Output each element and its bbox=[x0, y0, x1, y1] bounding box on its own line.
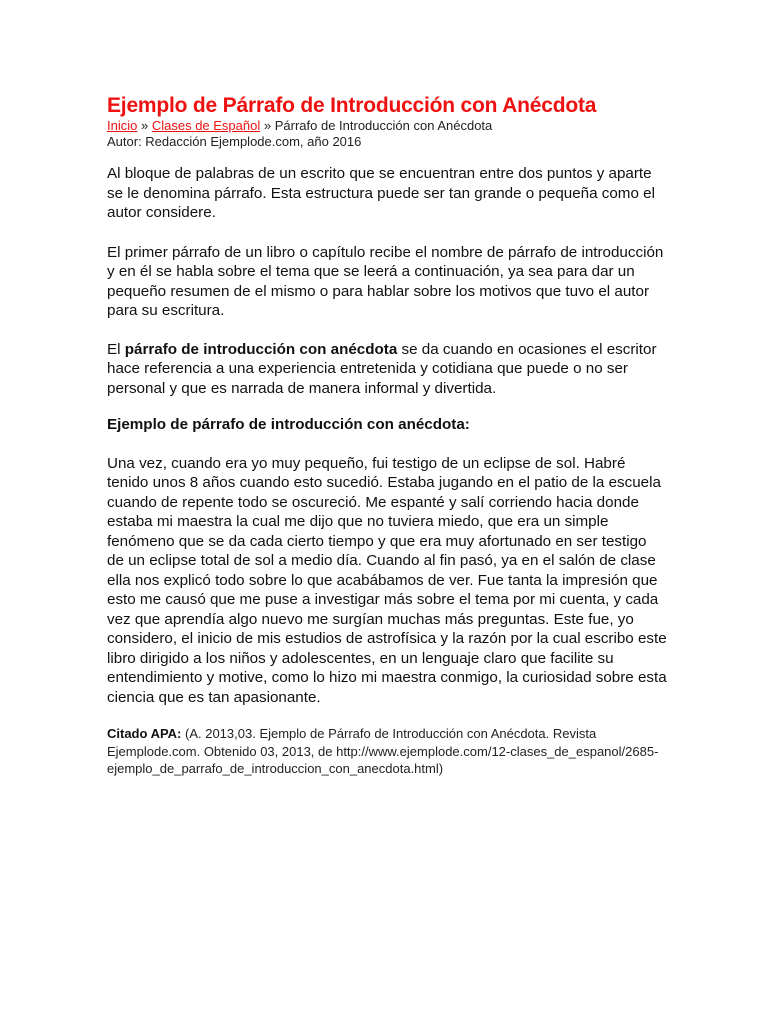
paragraph-introduction: El primer párrafo de un libro o capítulo recibe el nombre de párrafo de introducción y en él se habla sobre el tema que se leerá a continuación, ya sea para dar un pequeño resumen de el mismo o para hablar sobre los motivos que tuvo el autor para su escritura. bbox=[107, 243, 664, 319]
author-line: Autor: Redacción Ejemplode.com, año 2016 bbox=[107, 134, 362, 149]
document-page bbox=[107, 94, 667, 778]
anecdote-bold-term: párrafo de introducción con anécdota bbox=[124, 340, 398, 358]
citation-text: (A. 2013,03. Ejemplo de Párrafo de Introducción con Anécdota. Revista Ejemplode.com. Obtenido 03, 2013, de http://www.ejemplode.com/12-clases_de_espanol/2685-ejemplo_de_parrafo_de_introduccion_con_anecdota.html) bbox=[107, 726, 659, 776]
breadcrumb-home-link[interactable]: Inicio bbox=[107, 118, 138, 133]
breadcrumb bbox=[107, 118, 667, 134]
paragraph-anecdote-definition bbox=[107, 340, 667, 399]
citation bbox=[107, 725, 667, 778]
breadcrumb-separator: » bbox=[263, 118, 272, 133]
anecdote-suffix: se da cuando en ocasiones el escritor hace referencia a una experiencia entretenida y cotidiana que puede o no ser personal y que es narrada de manera informal y divertida. bbox=[107, 340, 657, 397]
breadcrumb-separator: » bbox=[140, 118, 149, 133]
paragraph-definition: Al bloque de palabras de un escrito que se encuentran entre dos puntos y aparte se le denomina párrafo. Esta estructura puede ser tan grande o pequeña como el autor considere. bbox=[107, 165, 655, 221]
anecdote-prefix: El bbox=[107, 340, 125, 358]
citation-label: Citado APA: bbox=[107, 726, 182, 741]
example-paragraph: Una vez, cuando era yo muy pequeño, fui testigo de un eclipse de sol. Habré tenido unos 8 años cuando esto sucedió. Estaba jugando en el patio de la escuela cuando de repente todo se oscureció. Me espanté y salí corriendo hacia donde estaba mi maestra la cual me dijo que no tuviera miedo, que era un simple fenómeno que se da cada cierto tiempo y que era muy afortunado en ser testigo de un eclipse total de sol a medio día. Cuando al fin pasó, ya en el salón de clase ella nos explicó todo sobre lo que acabábamos de ver. Fue tanta la impresión que esto me causó que me puse a investigar más sobre el tema por mi cuenta, y cada vez que aprendía algo nuevo me surgían muchas más preguntas. Este fue, yo considero, el inicio de mis estudios de astrofísica y la razón por la cual escribo este libro dirigido a los niños y adolescentes, en un lenguaje claro que facilite su entendimiento y motive, como lo hizo mi maestra conmigo, la curiosidad sobre esta ciencia que es tan apasionante. bbox=[107, 454, 667, 706]
breadcrumb-category-link[interactable]: Clases de Español bbox=[151, 118, 261, 133]
breadcrumb-current: Párrafo de Introducción con Anécdota bbox=[274, 118, 493, 133]
example-heading: Ejemplo de párrafo de introducción con anécdota: bbox=[107, 416, 470, 433]
page-title: Ejemplo de Párrafo de Introducción con Anécdota bbox=[107, 94, 597, 117]
